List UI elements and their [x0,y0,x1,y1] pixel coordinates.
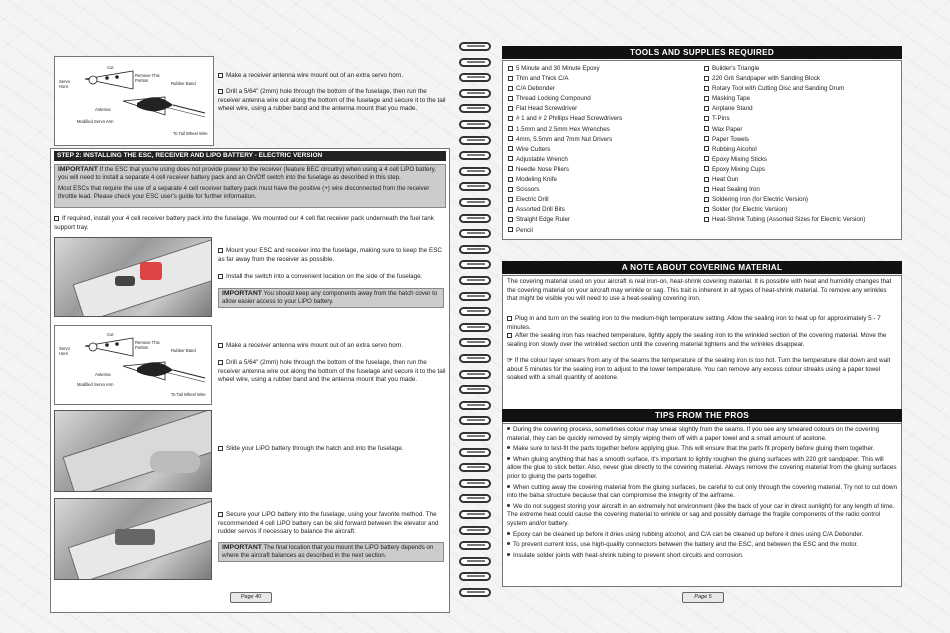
page-number-right: Page 5 [682,592,724,603]
checkbox-icon [704,217,709,222]
label-remove-portion: Remove This Portion [135,340,160,350]
binding-ring [459,292,491,301]
binding-ring [459,73,491,82]
checkbox-icon [508,76,513,81]
photo-esc-receiver [54,237,212,317]
instruction-drill-2: Drill a 5/64" (2mm) hole through the bottom of the fuselage, then run the receiver antenna wire out along the bottom of the fuselage and secure it to the tail wheel wire, using a rubber band and the antenna mount that you made. [218,359,446,384]
tool-item: Heat-Shrink Tubing (Assorted Sizes for Electric Version) [704,215,900,225]
instruction-antenna-2: Make a receiver antenna wire mount out of an extra servo horn. [218,342,446,351]
label-cut: Cut [107,332,114,337]
checkbox-icon [704,156,709,161]
bullet-dot-icon [507,553,510,556]
checkbox-icon [508,66,513,71]
tool-item: Epoxy Mixing Sticks [704,155,900,165]
binding-ring [459,276,491,285]
checkbox-icon [508,96,513,101]
tool-item: Thread Locking Compound [508,94,704,104]
instruction-drill-1: Drill a 5/64" (2mm) hole through the bottom of the fuselage, then run the receiver antenna wire out along the bottom of the fuselage and secure it to the tail wheel wire, using a rubber band and the antenna mount that you made. [218,88,446,113]
checkbox-icon [704,76,709,81]
tip-item: During the covering process, sometimes colour may smear slightly from the seams. If you see any smeared colours on the covering material, they can be quickly removed by simply wiping them off with a paper towel and a small amount of acetone. [507,426,880,442]
label-servo-horn: Servo Horn [59,79,70,89]
checkbox-icon [218,446,223,451]
checkbox-icon [704,66,709,71]
tool-item: 1.5mm and 2.5mm Hex Wrenches [508,125,704,135]
bullet-dot-icon [507,504,510,507]
checkbox-icon [704,86,709,91]
instruction-mount-esc: Mount your ESC and receiver into the fuselage, making sure to keep the ESC as far away from the receiver as possible. [218,247,442,263]
checkbox-icon [218,73,223,78]
binding-ring [459,588,491,597]
tips-header: TIPS FROM THE PROS [502,409,902,422]
checkbox-icon [507,333,512,338]
label-modified-arm: Modified Servo Arm [77,382,114,387]
checkbox-icon [704,126,709,131]
instruction-slide-battery: Slide your LiPO battery through the hatch and into the fuselage. [218,445,446,454]
binding-ring [459,432,491,441]
right-page [502,38,902,611]
binding-ring [459,229,491,238]
checkbox-icon [508,156,513,161]
tool-item: Rotary Tool with Cutting Disc and Sanding Drum [704,84,900,94]
tool-item: Needle Nose Pliers [508,165,704,175]
checkbox-icon [508,146,513,151]
important-note-1: IMPORTANT If the ESC that you're using does not provide power to the receiver (feature BEC circuitry) when using a 4 cell LiPO battery, you will need to install a separate 4 cell receiver battery pack and an On/Off switch into the fuselage as described in this step. Most ESCs that require the use of a separate 4 cell receiver battery pack must have the positive (+) wire disconnected from the receiver throttle lead. Please check your ESC user's guide for further information. [54,164,446,208]
label-cut: Cut [107,65,114,70]
checkbox-icon [704,136,709,141]
checkbox-icon [54,216,59,221]
tool-item: Wire Cutters [508,145,704,155]
covering-step-2: After the sealing iron has reached temperature, lightly apply the sealing iron to the wrinkled section of the covering material. Move the sealing iron slowly over the wrinkled section until the covering material tightens and the wrinkles disappear. [507,332,887,348]
binding-ring [459,479,491,488]
tip-item: When gluing anything that has a smooth surface, it's important to lightly roughen the gluing surfaces with 220 grit sandpaper. This will allow the glue to stick better. Also, never glue directly to the covering material. Always remove the covering material from the gluing surfaces prior to gluing the parts together. [507,455,897,480]
binding-ring [459,572,491,581]
tip-item: When cutting away the covering material from the gluing surfaces, be careful to cut only through the covering material. Try not to cut down into the balsa structure because that can compromise the integrity of the airframe. [507,483,897,500]
checkbox-icon [508,207,513,212]
binding-ring [459,401,491,410]
binding-ring [459,448,491,457]
antenna-mount-diagram-1 [54,56,214,146]
label-rubber-band: Rubber Band [171,348,196,353]
checkbox-icon [704,177,709,182]
binding-ring [459,136,491,145]
tools-right-column [704,64,900,236]
checkbox-icon [218,248,223,253]
checkbox-icon [704,106,709,111]
tool-item: Heat Sealing Iron [704,185,900,195]
tool-item: Pencil [508,226,704,236]
instruction-receiver-pack: If required, install your 4 cell receiver battery pack into the fuselage. We mounted our 4 cell flat receiver pack underneath the fuel tank support tray. [54,215,434,231]
checkbox-icon [218,360,223,365]
covering-header: A NOTE ABOUT COVERING MATERIAL [502,261,902,274]
checkbox-icon [218,274,223,279]
antenna-mount-diagram-2 [54,325,212,405]
checkbox-icon [218,512,223,517]
tip-item: We do not suggest storing your aircraft in an extremely hot environment (like the back of your car in direct sunlight) for any length of time. The extreme heat could cause the covering material to wrinkle or sag and possibly damage the fragile components of the radio control system and/or battery. [507,502,895,527]
instruction-secure-battery: Secure your LiPO battery into the fuselage, using your favorite method. The recommended 4 cell LiPO battery can be slid forward between the elevator and rudder servos if necessary to balance the aircraft. [218,511,439,536]
label-rubber-band: Rubber Band [171,81,196,86]
checkbox-icon [218,89,223,94]
tool-item: # 1 and # 2 Phillips Head Screwdrivers [508,114,704,124]
covering-step-1: Plug in and turn on the sealing iron to the medium-high temperature setting. Allow the sealing iron to heat up for approximately 5 - 7 minutes. [507,315,881,331]
binding-ring [459,89,491,98]
tool-item: Soldering Iron (for Electric Version) [704,195,900,205]
binding-ring [459,260,491,269]
checkbox-icon [704,207,709,212]
binding-ring [459,494,491,503]
checkbox-icon [507,316,512,321]
binding-ring [459,323,491,332]
tool-item: Rubbing Alcohol [704,145,900,155]
binding-ring [459,104,491,113]
left-page [50,38,450,611]
tools-header: TOOLS AND SUPPLIES REQUIRED [502,46,902,59]
checkbox-icon [704,146,709,151]
tool-item: 220 Grit Sandpaper with Sanding Block [704,74,900,84]
instruction-antenna-1: Make a receiver antenna wire mount out of an extra servo horn. [218,72,446,81]
checkbox-icon [508,227,513,232]
page-number-left: Page 40 [230,592,272,603]
tool-item: Solder (for Electric Version) [704,205,900,215]
label-remove-portion: Remove This Portion [135,73,160,83]
photo-slide-battery [54,410,212,492]
checkbox-icon [704,197,709,202]
checkbox-icon [508,116,513,121]
tool-item: Flat Head Screwdriver [508,104,704,114]
binding-ring [459,214,491,223]
tool-item: Wax Paper [704,125,900,135]
checkbox-icon [218,343,223,348]
tool-item: Epoxy Mixing Cups [704,165,900,175]
checkbox-icon [508,197,513,202]
binding-ring [459,385,491,394]
binding-ring [459,120,491,129]
binding-ring [459,541,491,550]
checkbox-icon [704,187,709,192]
checkbox-icon [704,166,709,171]
label-servo-horn: Servo Horn [59,346,70,356]
checkbox-icon [508,187,513,192]
binding-ring [459,307,491,316]
bullet-dot-icon [507,427,510,430]
label-tail-wheel: To Tail Wheel Wire [173,131,208,136]
important-note-3: IMPORTANT The final location that you mount the LiPO battery depends on where the aircraft balances as described in the next section. [218,542,444,562]
important-note-2: IMPORTANT You should keep any components away from the hatch cover to allow easier access to your LiPO battery. [218,288,444,308]
tool-item: T-Pins [704,114,900,124]
bullet-dot-icon [507,446,510,449]
tool-item: Heat Gun [704,175,900,185]
tool-item: 5 Minute and 30 Minute Epoxy [508,64,704,74]
tool-item: Electric Drill [508,195,704,205]
binding-ring [459,42,491,51]
tool-item: C/A Debonder [508,84,704,94]
tip-item: Make sure to test-fit the parts together before applying glue. This will ensure that the parts fit properly before gluing them together. [507,445,897,454]
photo-secure-battery [54,498,212,580]
bullet-dot-icon [507,457,510,460]
tool-item: 4mm, 5.5mm and 7mm Nut Drivers [508,135,704,145]
binding-ring [459,370,491,379]
label-antenna: Antenna [95,107,111,112]
binding-ring [459,245,491,254]
label-tail-wheel: To Tail Wheel Wire [171,392,206,397]
tool-item: Straight Edge Ruler [508,215,704,225]
spiral-binding [455,30,495,610]
tool-item: Assorted Drill Bits [508,205,704,215]
tool-item: Masking Tape [704,94,900,104]
bullet-dot-icon [507,532,510,535]
tip-item: To prevent current loss, use high-quality connectors between the battery and the ESC, and between the ESC and the motor. [507,541,897,550]
important-label: IMPORTANT [58,166,98,173]
checkbox-icon [508,126,513,131]
tools-columns [508,64,900,236]
tool-item: Modeling Knife [508,175,704,185]
label-modified-arm: Modified Servo Arm [77,119,114,124]
step-2-title: STEP 2: INSTALLING THE ESC, RECEIVER AND LIPO BATTERY - ELECTRIC VERSION [54,151,446,161]
binding-ring [459,557,491,566]
label-antenna: Antenna [95,372,111,377]
binding-ring [459,463,491,472]
checkbox-icon [508,217,513,222]
tips-list [507,426,897,562]
tool-item: Adjustable Wrench [508,155,704,165]
binding-ring [459,338,491,347]
instruction-switch: Install the switch into a convenient location on the side of the fuselage. [218,273,446,282]
tool-item: Airplane Stand [704,104,900,114]
tool-item: Paper Towels [704,135,900,145]
checkbox-icon [704,96,709,101]
binding-ring [459,354,491,363]
binding-ring [459,416,491,425]
checkbox-icon [508,86,513,91]
binding-ring [459,526,491,535]
checkbox-icon [508,106,513,111]
tool-item: Scissors [508,185,704,195]
pointing-hand-icon: ☞ [507,357,513,364]
tools-left-column [508,64,704,236]
covering-note: ☞ If the colour layer smears from any of the seams the temperature of the sealing iron is too hot. Turn the temperature dial down and wait about 5 minutes for the sealing iron to adjust to the lower temperature. You can remove any excess colour streaks using a paper towel soaked with a small quantity of acetone. [507,357,891,382]
tool-item: Thin and Thick C/A [508,74,704,84]
bullet-dot-icon [507,485,510,488]
checkbox-icon [508,166,513,171]
checkbox-icon [508,177,513,182]
covering-intro: The covering material used on your aircraft is real iron-on, heat-shrink covering material. It is possible with heat and humidity changes that the covering material on your aircraft may wrinkle or sag. This trait is inherent in all types of heat-shrink material. To remove any wrinkles that might be visible you will need to use a heat-sealing covering iron. [507,278,892,303]
tip-item: Epoxy can be cleaned up before it dries using rubbing alcohol, and C/A can be cleaned up before it dries using C/A Debonder. [507,531,897,540]
bullet-dot-icon [507,542,510,545]
checkbox-icon [704,116,709,121]
tip-item: Insulate solder joints with heat-shrink tubing to prevent short circuits and corrosion. [507,552,897,561]
binding-ring [459,151,491,160]
binding-ring [459,58,491,67]
binding-ring [459,167,491,176]
binding-ring [459,182,491,191]
binding-ring [459,510,491,519]
checkbox-icon [508,136,513,141]
tool-item: Builder's Triangle [704,64,900,74]
binding-ring [459,198,491,207]
